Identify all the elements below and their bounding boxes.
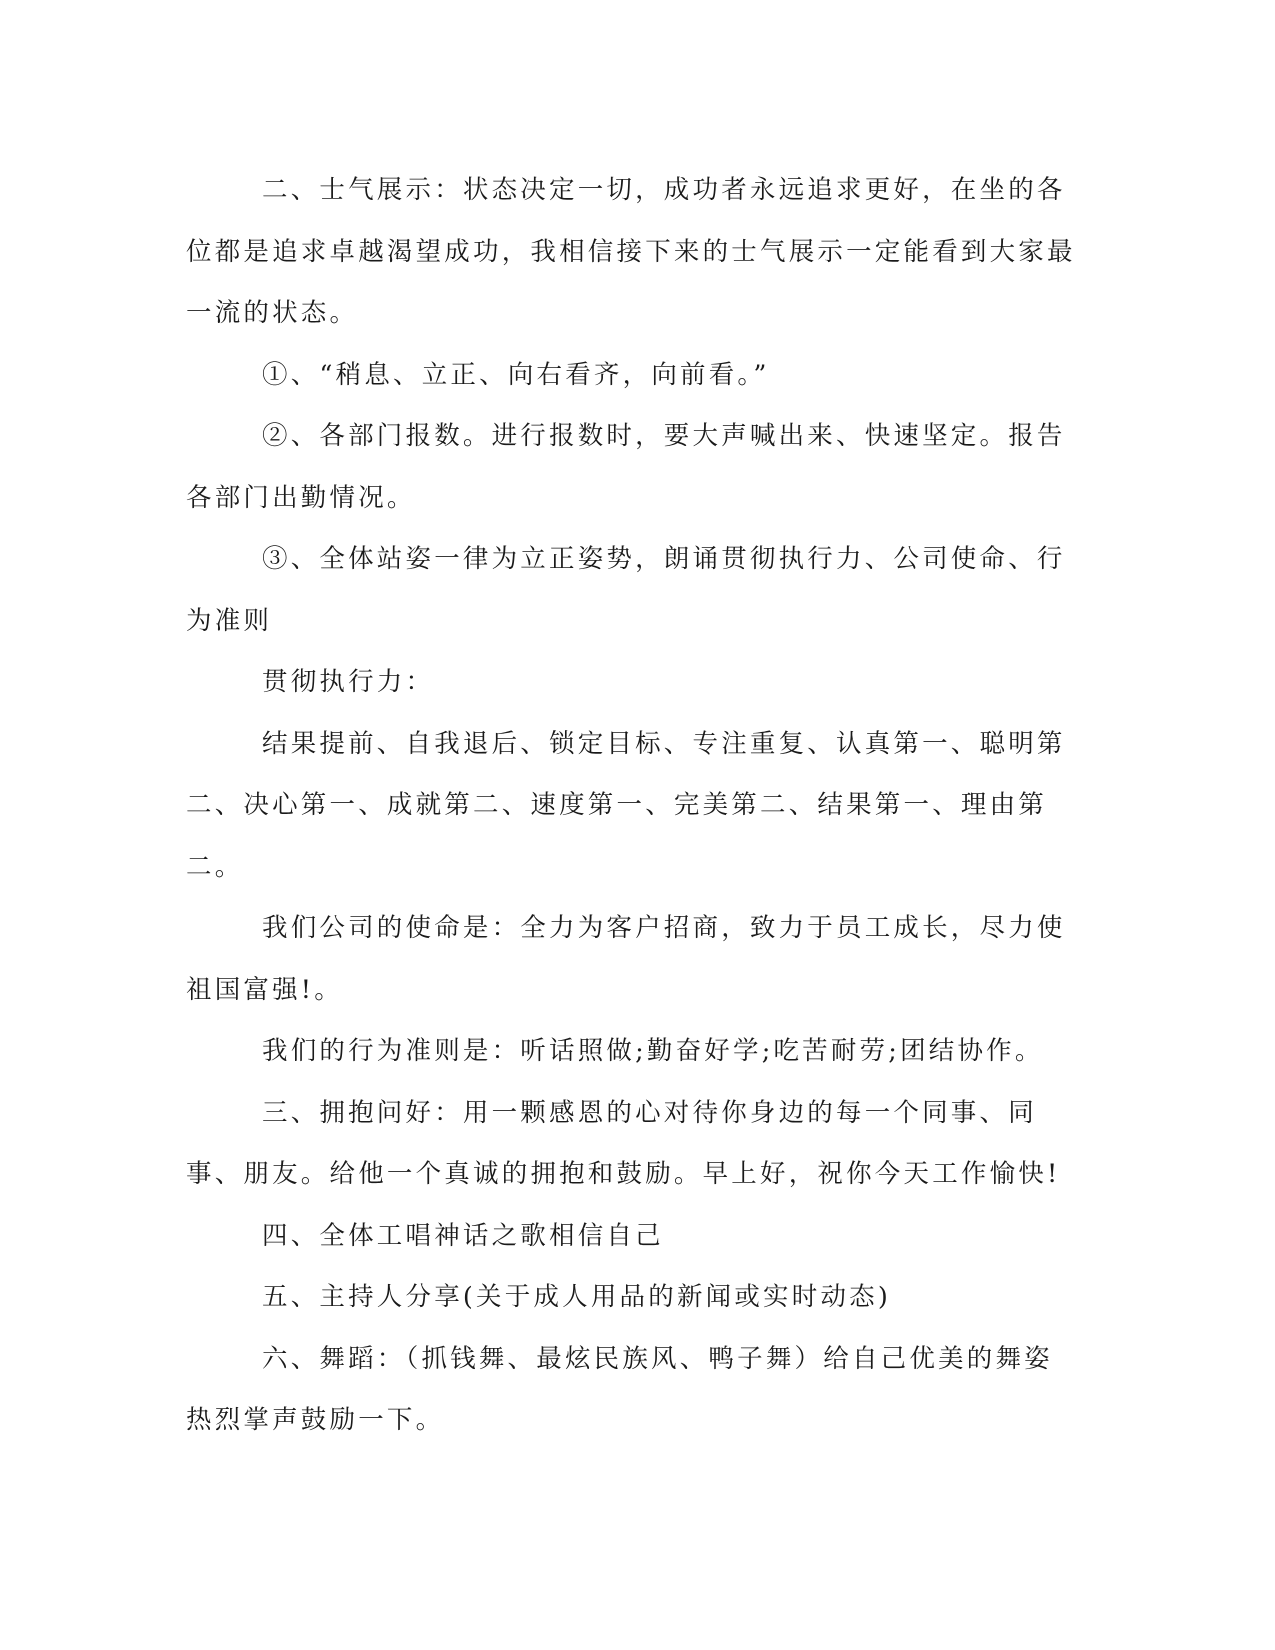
paragraph-step-3: ③、全体站姿一律为立正姿势，朗诵贯彻执行力、公司使命、行为准则 — [186, 544, 1066, 636]
paragraph-hug-greeting: 三、拥抱问好：用一颗感恩的心对待你身边的每一个同事、同事、朋友。给他一个真诚的拥抱和鼓励。早上好，祝你今天工作愉快! — [186, 1097, 1061, 1189]
paragraph-code-of-conduct: 我们的行为准则是：听话照做;勤奋好学;吃苦耐劳;团结协作。 — [262, 1036, 1044, 1066]
paragraph-execution-heading: 贯彻执行力： — [262, 667, 435, 697]
paragraph-host-sharing: 五、主持人分享(关于成人用品的新闻或实时动态) — [262, 1282, 891, 1312]
paragraph-dance: 六、舞蹈：（抓钱舞、最炫民族风、鸭子舞）给自己优美的舞姿热烈掌声鼓励一下。 — [186, 1343, 1053, 1435]
paragraph-company-mission: 我们公司的使命是：全力为客户招商，致力于员工成长，尽力使祖国富强!。 — [186, 913, 1066, 1005]
document-body — [186, 160, 1076, 1452]
paragraph-step-1: ①、“稍息、立正、向右看齐，向前看。” — [262, 359, 770, 390]
paragraph-morale-display: 二、士气展示：状态决定一切，成功者永远追求更好，在坐的各位都是追求卓越渴望成功，我相信接下来的士气展示一定能看到大家最一流的状态。 — [186, 175, 1076, 328]
paragraph-singing: 四、全体工唱神话之歌相信自己 — [262, 1220, 664, 1251]
paragraph-execution-content: 结果提前、自我退后、锁定目标、专注重复、认真第一、聪明第二、决心第一、成就第二、速度第一、完美第二、结果第一、理由第二。 — [186, 728, 1066, 882]
paragraph-step-2: ②、各部门报数。进行报数时，要大声喊出来、快速坚定。报告各部门出勤情况。 — [186, 421, 1066, 513]
